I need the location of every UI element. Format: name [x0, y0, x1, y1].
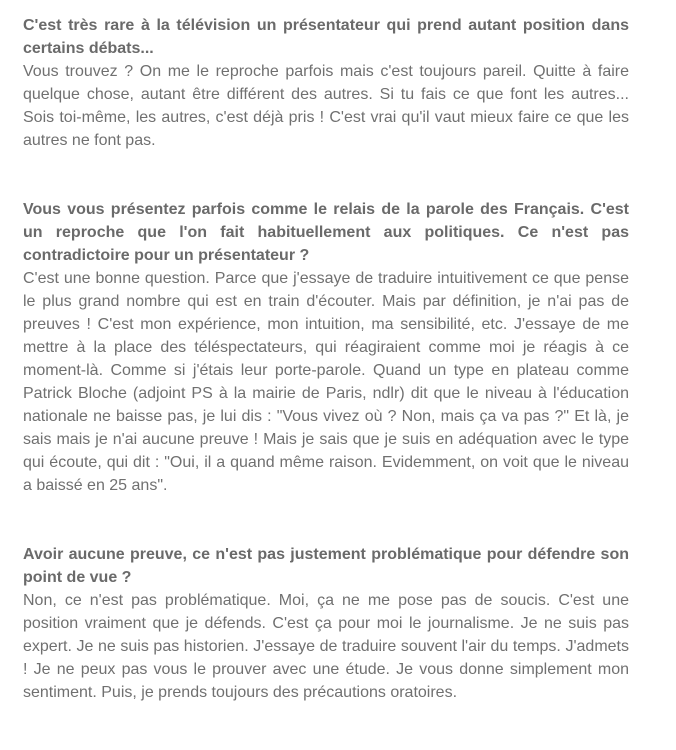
interview-question: C'est très rare à la télévision un présentateur qui prend autant position dans certains débats...	[23, 17, 629, 57]
qa-section	[23, 543, 629, 704]
interview-answer: C'est une bonne question. Parce que j'essaye de traduire intuitivement ce que pense le plus grand nombre qui est en train d'écouter. Mais par définition, je n'ai pas de preuves ! C'est mon expérience, mon intuition, ma sensibilité, etc. J'essaye de me mettre à la place des téléspectateurs, qui réagiraient comme moi je réagis à ce moment-là. Comme si j'étais leur porte-parole. Quand un type en plateau comme Patrick Bloche (adjoint PS à la mairie de Paris, ndlr) dit que le niveau à l'éducation nationale ne baisse pas, je lui dis : "Vous vivez où ? Non, mais ça va pas ?" Et là, je sais mais je n'ai aucune preuve ! Mais je sais que je suis en adéquation avec le type qui écoute, qui dit : "Oui, il a quand même raison. Evidemment, on voit que le niveau a baissé en 25 ans".	[23, 270, 629, 494]
interview-answer: Vous trouvez ? On me le reproche parfois mais c'est toujours pareil. Quitte à faire quelque chose, autant être différent des autres. Si tu fais ce que font les autres... Sois toi-même, les autres, c'est déjà pris ! C'est vrai qu'il vaut mieux faire ce que les autres ne font pas.	[23, 63, 629, 149]
interview-answer: Non, ce n'est pas problématique. Moi, ça ne me pose pas de soucis. C'est une position vraiment que je défends. C'est ça pour moi le journalisme. Je ne suis pas expert. Je ne suis pas historien. J'essaye de traduire souvent l'air du temps. J'admets ! Je ne peux pas vous le prouver avec une étude. Je vous donne simplement mon sentiment. Puis, je prends toujours des précautions oratoires.	[23, 592, 629, 701]
qa-section	[23, 198, 629, 497]
interview-article	[23, 14, 629, 750]
qa-section	[23, 14, 629, 152]
interview-question: Avoir aucune preuve, ce n'est pas justement problématique pour défendre son point de vue ?	[23, 546, 629, 586]
interview-question: Vous vous présentez parfois comme le relais de la parole des Français. C'est un reproche que l'on fait habituellement aux politiques. Ce n'est pas contradictoire pour un présentateur ?	[23, 201, 629, 264]
